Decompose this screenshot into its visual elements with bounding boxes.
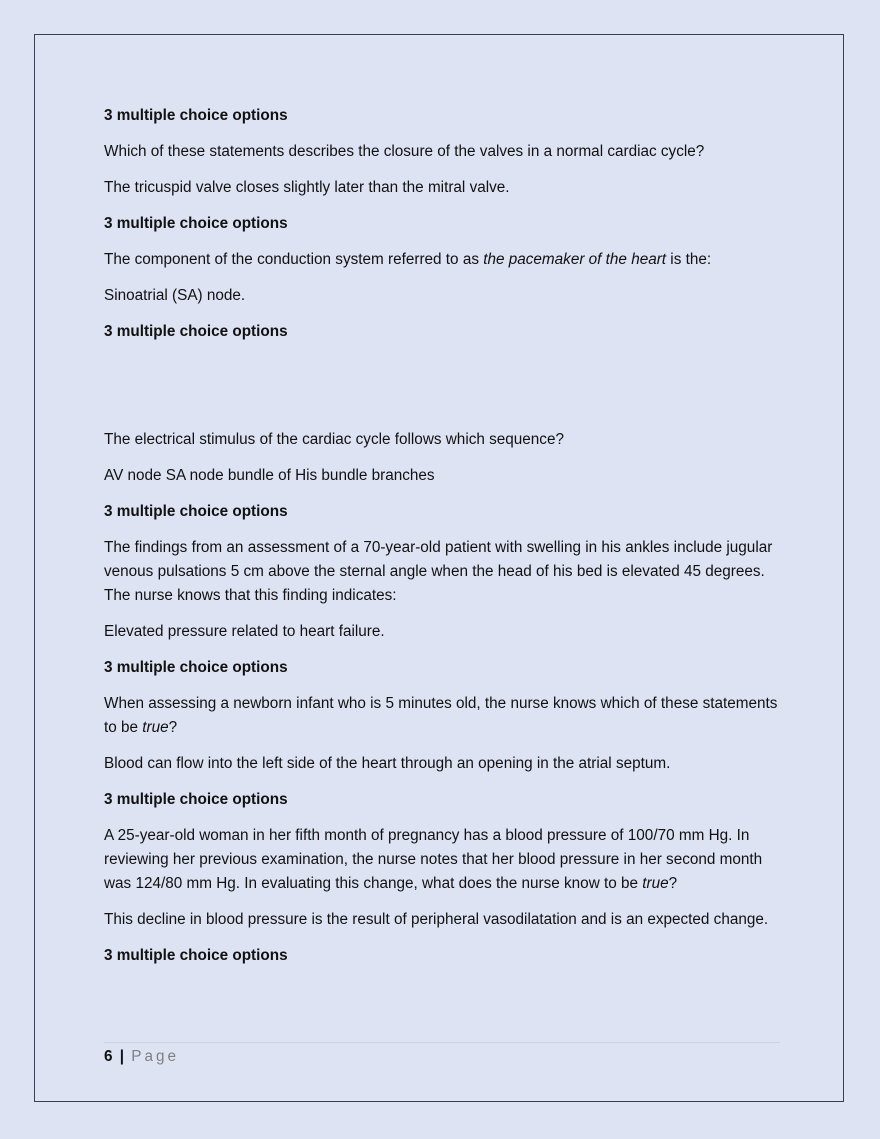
paragraph: AV node SA node bundle of His bundle branches	[104, 467, 435, 484]
text-run: When assessing a newborn infant who is 5 minutes old, the nurse knows which of these statements to be	[104, 695, 778, 736]
paragraph: The tricuspid valve closes slightly later than the mitral valve.	[104, 179, 510, 196]
text-run: is the:	[666, 251, 712, 268]
paragraph: This decline in blood pressure is the result of peripheral vasodilatation and is an expected change.	[104, 911, 769, 928]
section-heading: 3 multiple choice options	[104, 107, 288, 124]
paragraph: The findings from an assessment of a 70-year-old patient with swelling in his ankles include jugular venous pulsations 5 cm above the sternal angle when the head of his bed is elevated 45 degrees. The nurse knows that this finding indicates:	[104, 539, 773, 604]
section-heading: 3 multiple choice options	[104, 215, 288, 232]
text-run: The component of the conduction system referred to as	[104, 251, 484, 268]
section-heading: 3 multiple choice options	[104, 503, 288, 520]
text-run: ?	[668, 875, 678, 892]
page-footer	[104, 1046, 179, 1068]
paragraph: The electrical stimulus of the cardiac cycle follows which sequence?	[104, 431, 564, 448]
paragraph: Elevated pressure related to heart failure.	[104, 623, 385, 640]
blank-space	[104, 356, 784, 428]
page-number: 6	[104, 1048, 113, 1065]
section-heading: 3 multiple choice options	[104, 947, 288, 964]
section-heading: 3 multiple choice options	[104, 659, 288, 676]
text-run: ?	[168, 719, 178, 736]
paragraph: Sinoatrial (SA) node.	[104, 287, 246, 304]
paragraph	[104, 692, 784, 740]
italic-text: the pacemaker of the heart	[483, 251, 667, 268]
italic-text: true	[642, 875, 669, 892]
document-body	[104, 104, 784, 980]
footer-rule	[104, 1042, 780, 1043]
footer-separator: |	[119, 1048, 125, 1065]
section-heading: 3 multiple choice options	[104, 323, 288, 340]
text-run: A 25-year-old woman in her fifth month of pregnancy has a blood pressure of 100/70 mm Hg. In reviewing her previous examination, the nurse notes that her blood pressure in her second month was 124/80 mm Hg. In evaluating this change, what does the nurse know to be	[104, 827, 763, 892]
section-heading: 3 multiple choice options	[104, 791, 288, 808]
paragraph: Blood can flow into the left side of the heart through an opening in the atrial septum.	[104, 755, 671, 772]
paragraph	[104, 824, 784, 896]
page-label: Page	[131, 1048, 180, 1065]
italic-text: true	[142, 719, 169, 736]
paragraph: Which of these statements describes the closure of the valves in a normal cardiac cycle?	[104, 143, 705, 160]
paragraph	[104, 248, 784, 272]
